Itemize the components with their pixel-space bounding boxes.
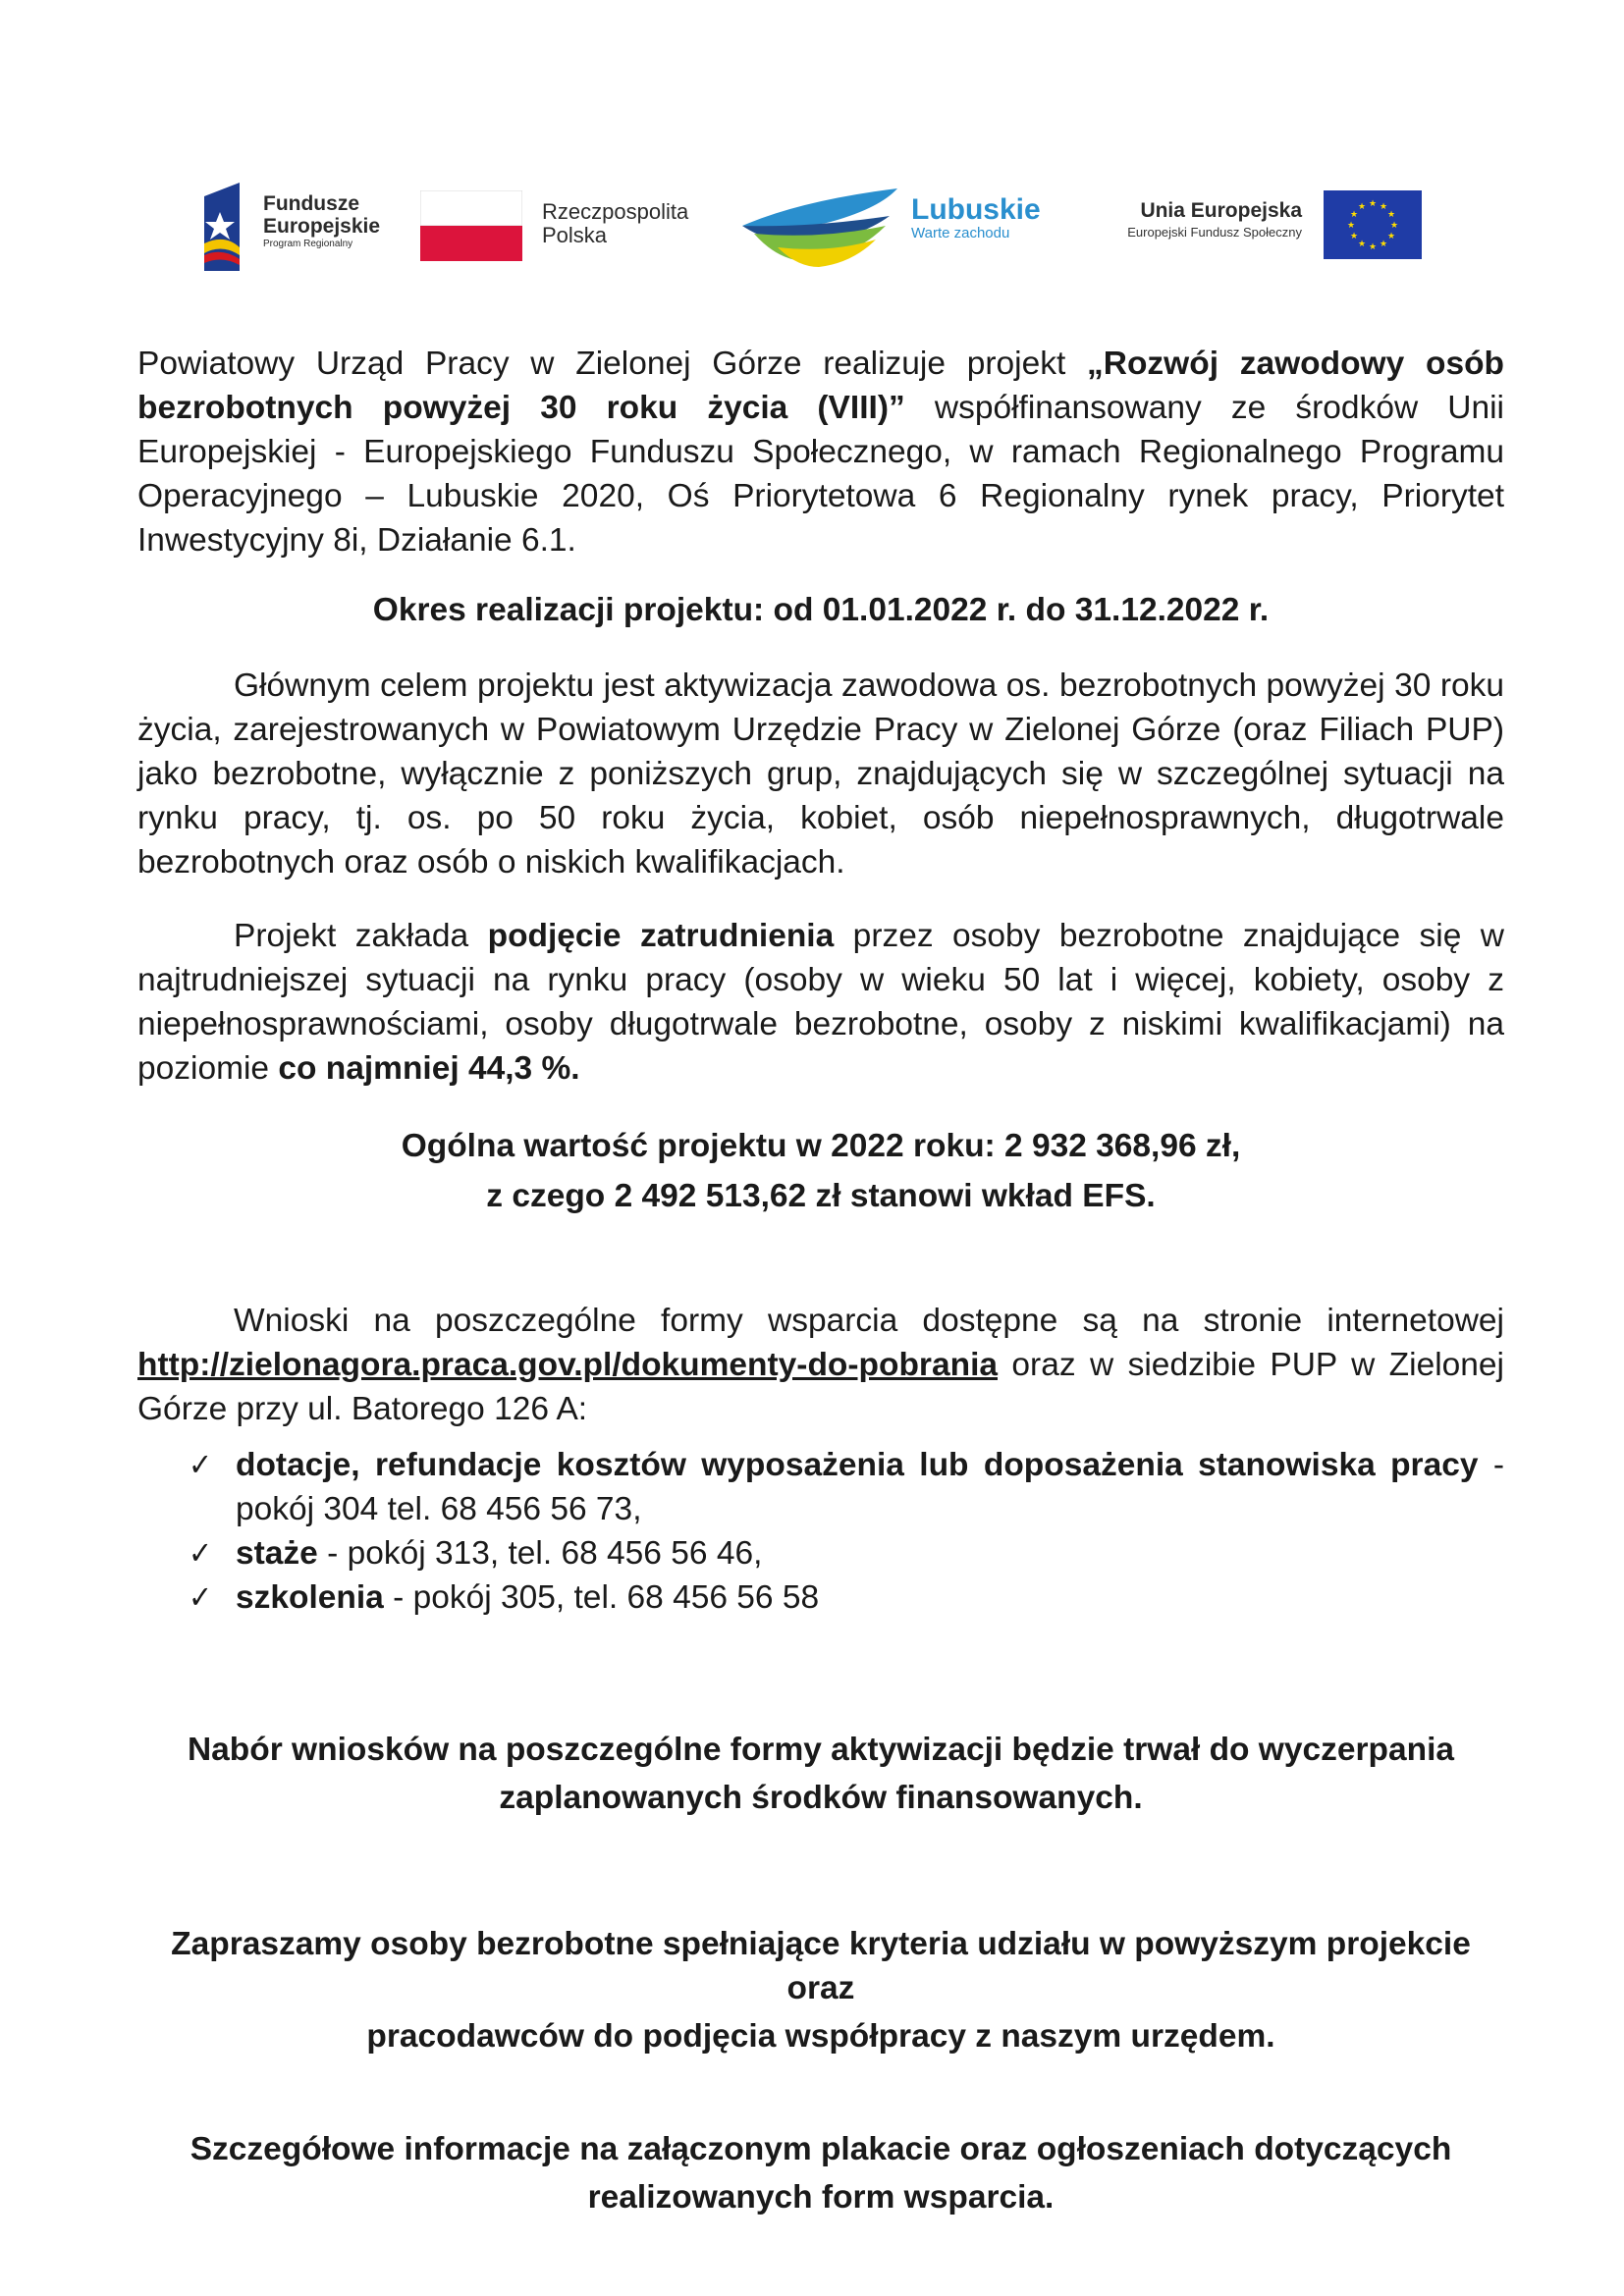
recruitment-line2-text: zaplanowanych środków finansowanych. — [499, 1780, 1143, 1816]
intro-part2: współfinansowany ze środków Unii Europejskiej - Europejskiego Funduszu Społecznego, w ramach Regionalnego Programu Operacyjnego – Lubuskie 2020, Oś Priorytetowa 6 Regionalny rynek pracy, Priorytet Inwestycyjny 8i, Działanie 6.1. — [137, 390, 1504, 559]
fe-line1: Fundusze — [263, 192, 359, 215]
recruitment-line1 — [137, 1728, 1504, 1772]
list-item — [137, 1443, 1504, 1531]
checkmark-icon: ✓ — [189, 1535, 213, 1571]
assumption-bold2: co najmniej 44,3 %. — [278, 1050, 580, 1087]
fe-line2: Europejskie — [263, 215, 381, 238]
svg-text:★: ★ — [1379, 240, 1388, 249]
rzeczpospolita-polska-logo — [420, 183, 734, 271]
svg-text:★: ★ — [1386, 232, 1396, 241]
value-line1-text: Ogólna wartość projektu w 2022 roku: 2 932 368,96 zł, — [401, 1128, 1241, 1164]
eu-flag — [1324, 190, 1422, 259]
checkmark-icon: ✓ — [189, 1579, 213, 1615]
forms-paragraph — [137, 1299, 1504, 1431]
assumption-paragraph — [137, 914, 1504, 1091]
list-item-bold: dotacje, refundacje kosztów wyposażenia lub doposażenia stanowiska pracy — [236, 1447, 1479, 1483]
value-line2 — [137, 1174, 1504, 1218]
lubuskie-wave-logo — [742, 183, 899, 271]
details-line2 — [137, 2175, 1504, 2219]
polish-flag — [420, 190, 522, 261]
unia-europejska-logo — [1092, 183, 1434, 271]
list-item-rest: - pokój 305, tel. 68 456 56 58 — [383, 1579, 820, 1616]
list-item-bold: szkolenia — [236, 1579, 384, 1616]
svg-text:★: ★ — [1349, 210, 1359, 220]
fe-line3: Program Regionalny — [263, 239, 353, 249]
svg-text:★: ★ — [1357, 240, 1367, 249]
invite-line2-text: pracodawców do podjęcia współpracy z naszym urzędem. — [366, 2018, 1275, 2055]
invite-line1-text: Zapraszamy osoby bezrobotne spełniające kryteria udziału w powyższym projekcie oraz — [171, 1926, 1471, 2006]
list-item-bold: staże — [236, 1535, 318, 1572]
project-period: Okres realizacji projektu: od 01.01.2022 r. do 31.12.2022 r. — [372, 592, 1270, 628]
details-line2-text: realizowanych form wsparcia. — [587, 2179, 1055, 2216]
assumption-bold1: podjęcie zatrudnienia — [487, 918, 835, 954]
checkmark-icon: ✓ — [189, 1447, 213, 1482]
recruitment-line2 — [137, 1776, 1504, 1820]
details-line1-text: Szczegółowe informacje na załączonym plakacie oraz ogłoszeniach dotyczących — [189, 2131, 1452, 2167]
assumption-part3: przez osoby bezrobotne znajdujące się w najtrudniejszej sytuacji na rynku pracy (osoby w wieku 50 lat i więcej, kobiety, osoby z niepełnosprawnościami, osoby długotrwale bezrobotne, osoby z niskimi kwalifikacjami) na poziomie — [137, 918, 1504, 1087]
lubuskie-line2: Warte zachodu — [911, 225, 1010, 241]
forms-part1: Wnioski na poszczególne formy wsparcia dostępne są na stronie internetowej — [234, 1303, 1504, 1339]
svg-text:★: ★ — [1389, 221, 1399, 231]
svg-text:★: ★ — [1357, 202, 1367, 212]
value-line2-text: z czego 2 492 513,62 zł stanowi wkład EFS. — [486, 1178, 1156, 1214]
document-body — [137, 342, 1504, 2219]
svg-text:★: ★ — [1368, 242, 1378, 252]
forms-part2: oraz w siedzibie PUP w Zielonej Górze przy ul. Batorego 126 A: — [137, 1347, 1504, 1427]
invite-line2 — [137, 2014, 1504, 2058]
intro-part1: Powiatowy Urząd Pracy w Zielonej Górze realizuje projekt — [137, 346, 1088, 382]
details-line1 — [137, 2127, 1504, 2171]
lubuskie-line1: Lubuskie — [911, 193, 1041, 226]
svg-text:★: ★ — [1386, 210, 1396, 220]
svg-text:★: ★ — [1368, 199, 1378, 209]
assumption-part1: Projekt zakłada — [234, 918, 488, 954]
svg-text:★: ★ — [1349, 232, 1359, 241]
list-item-rest: - pokój 313, tel. 68 456 56 46, — [317, 1535, 763, 1572]
period-paragraph — [137, 588, 1504, 632]
fundusze-europejskie-star-logo — [200, 183, 249, 271]
list-item — [137, 1575, 1504, 1620]
svg-text:★: ★ — [1346, 221, 1356, 231]
list-item — [137, 1531, 1504, 1575]
ue-line1: Unia Europejska — [1140, 199, 1302, 222]
rp-line2: Polska — [542, 223, 608, 247]
fundusze-europejskie-logo — [196, 183, 393, 271]
project-title: „Rozwój zawodowy osób bezrobotnych powyżej 30 roku życia (VIII)” — [137, 346, 1504, 426]
value-line1 — [137, 1124, 1504, 1168]
support-forms-list — [137, 1443, 1504, 1620]
invite-line1 — [137, 1922, 1504, 2010]
ue-line2: Europejski Fundusz Społeczny — [1127, 225, 1302, 240]
intro-paragraph — [137, 342, 1504, 562]
rp-line1: Rzeczpospolita — [542, 199, 689, 224]
recruitment-line1-text: Nabór wniosków na poszczególne formy aktywizacji będzie trwał do wyczerpania — [187, 1732, 1455, 1768]
logo-bar — [196, 183, 1434, 271]
documents-link[interactable]: http://zielonagora.praca.gov.pl/dokumenty-do-pobrania — [137, 1347, 999, 1383]
lubuskie-logo — [742, 183, 1056, 271]
list-item-rest: - pokój 304 tel. 68 456 56 73, — [236, 1447, 1505, 1527]
svg-text:★: ★ — [1379, 202, 1388, 212]
goal-paragraph: Głównym celem projektu jest aktywizacja zawodowa os. bezrobotnych powyżej 30 roku życia, zarejestrowanych w Powiatowym Urzędzie Pracy w Zielonej Górze (oraz Filiach PUP) jako bezrobotne, wyłącznie z poniższych grup, znajdujących się w szczególnej sytuacji na rynku pracy, tj. os. po 50 roku życia, kobiet, osób niepełnosprawnych, długotrwale bezrobotnych oraz osób o niskich kwalifikacjach. — [137, 667, 1504, 881]
